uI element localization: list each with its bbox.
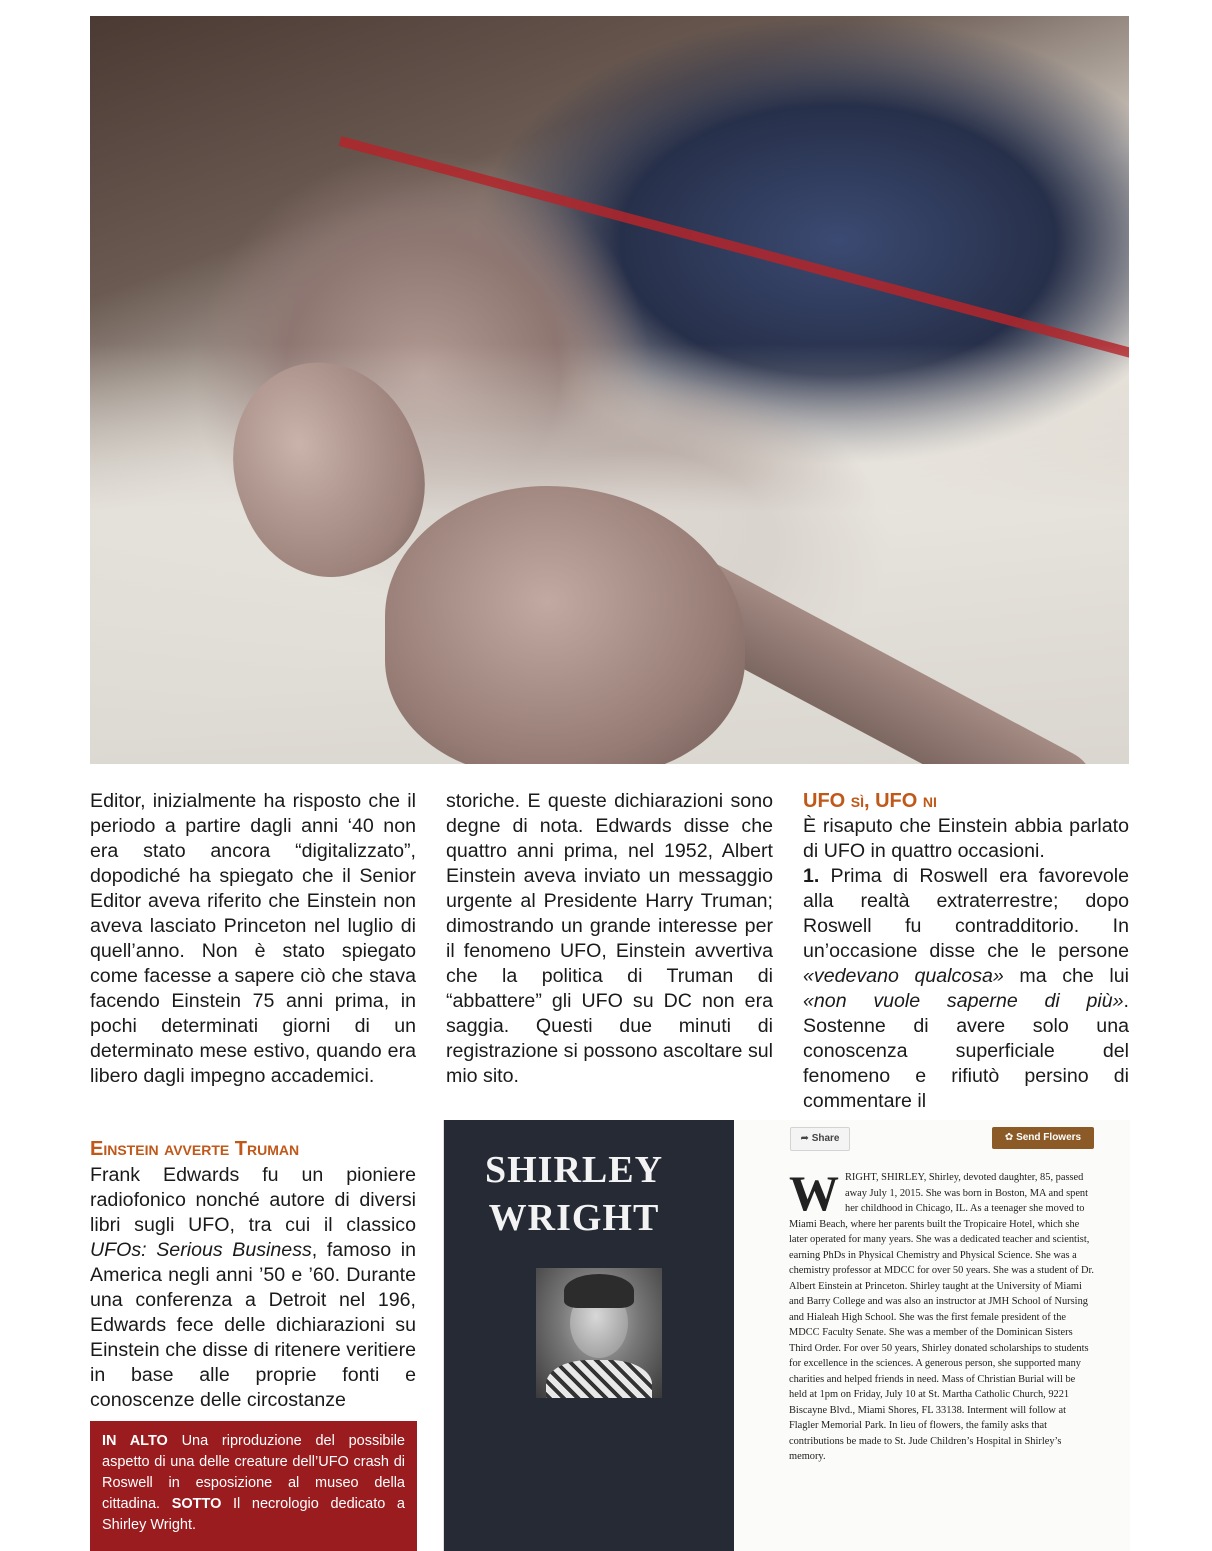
send-flowers-button[interactable] [992,1127,1094,1149]
point-text-b: ma che lui [1003,965,1129,987]
obituary-text-panel [734,1120,1130,1551]
column-2 [446,789,773,1089]
section1-text-b: , famoso in America negli anni ’50 e ’60. Durante una conferenza a Detroit nel 196, Edwards fece delle dichiarazioni su Einstein che disse di ritenere veritiere in base alle proprie fonti e conoscenze delle circostanze [90,1239,416,1411]
book-title: UFOs: Serious Business [90,1239,312,1261]
share-label: Share [811,1133,840,1144]
section2-intro: È risaputo che Einstein abbia parlato di UFO in quattro occasioni. [803,815,1129,862]
point-text-c: . Sostenne di avere solo una conoscenza superficiale del fenomeno e rifiutò persino di commentare il [803,990,1129,1112]
column-1 [90,789,416,1089]
obituary-name-line-1: SHIRLEY [484,1149,664,1191]
send-flowers-label: Send Flowers [1016,1132,1082,1143]
point-text-a: Prima di Roswell era favorevole alla realtà extraterrestre; dopo Roswell fu contradditorio. In un’occasione disse che le persone [803,865,1129,962]
caption-text-top: Una riproduzione del possibile aspetto di una delle creature dell’UFO crash di Roswell in esposizione al museo della cittadina. [102,1433,405,1512]
col2-paragraph: storiche. E queste dichiarazioni sono degne di nota. Edwards disse che quattro anni prima, nel 1952, Albert Einstein aveva inviato un messaggio urgente al Presidente Harry Truman; dimostrando un grande interesse per il fenomeno UFO, Einstein avvertiva che la politica di Truman di “abbattere” gli UFO su DC non era saggia. Questi due minuti di registrazione si possono ascoltare sul mio sito. [446,790,773,1087]
section1-paragraph [90,1163,416,1413]
point-number: 1. [803,865,820,887]
share-button[interactable] [790,1127,850,1151]
share-icon: ➦ [800,1133,809,1144]
obituary-portrait [536,1268,662,1398]
quote-1: «vedevano qualcosa» [803,965,1004,987]
obituary-text: RIGHT, SHIRLEY, Shirley, devoted daughter, 85, passed away July 1, 2015. She was born in Boston, MA and spent her childhood in Chicago, IL. As a teenager she moved to Miami Beach, where her parents built the Tropicaire Hotel, which she later operated for many years. She was a dedicated teacher and scientist, earning PhDs in Physical Chemistry and Physical Science. She was a chemistry professor at MDCC for over 50 years. She was a student of Dr. Albert Einstein at Princeton. Shirley taught at the University of Miami and Barry College and was also an instructor at JMH School of Nursing and Hialeah High School. She was the first female president of the MDCC Faculty Senate. She was a member of the Dominican Sisters Third Order. For over 50 years, Shirley donated scholarships to students for excellence in the sciences. A generous person, she supported many charities and helped friends in need. Mass of Christian Burial will be held at 1pm on Friday, July 10 at St. Martha Catholic Church, 9221 Biscayne Blvd., Miami Shores, FL 33138. Interment will follow at Flagler Memorial Park. In lieu of flowers, the family asks that contributions be made to St. Jude Children’s Hospital in Shirley’s memory. [789,1172,1095,1462]
section-heading-ufo: UFO sì, UFO ni [803,790,937,812]
obituary-name [444,1146,704,1242]
obituary-dropcap: W [789,1165,839,1221]
photo-caption [90,1421,417,1551]
portrait-dress [546,1360,652,1398]
obituary-image [443,1120,1130,1551]
flower-icon: ✿ [1004,1132,1014,1143]
column-1-section [90,1163,416,1413]
red-rope [339,136,1129,379]
portrait-turban [564,1274,634,1308]
col1-paragraph: Editor, inizialmente ha risposto che il periodo a partire dagli anni ‘40 non era stato ancora “digitalizzato”, dopodiché ha spiegato che il Senior Editor aveva riferito che Einstein non aveva lasciato Princeton nel luglio di quell’anno. Non è stato spiegato come facesse a sapere ciò che stava facendo Einstein 75 anni prima, in pochi determinati giorni di un determinato mese estivo, quando era libero dagli impegno accademici. [90,790,416,1087]
obituary-name-panel [444,1120,734,1551]
obituary-name-line-2: WRIGHT [488,1197,660,1239]
caption-text-bottom: Il necrologio dedicato a Shirley Wright. [102,1496,405,1533]
section1-text-a: Frank Edwards fu un pioniere radiofonico nonché autore di diversi libri sugli UFO, tra cui il classico [90,1164,416,1236]
column-3 [803,789,1129,1114]
caption-lead-bottom: SOTTO [171,1496,222,1512]
section2-point-1 [803,864,1129,1114]
quote-2: «non vuole saperne di più» [803,990,1124,1012]
section-heading-einstein-truman: Einstein avverte Truman [90,1138,300,1160]
alien-exhibit-photo [90,16,1129,764]
obituary-body [789,1165,1095,1465]
caption-lead-top: IN ALTO [102,1433,168,1449]
